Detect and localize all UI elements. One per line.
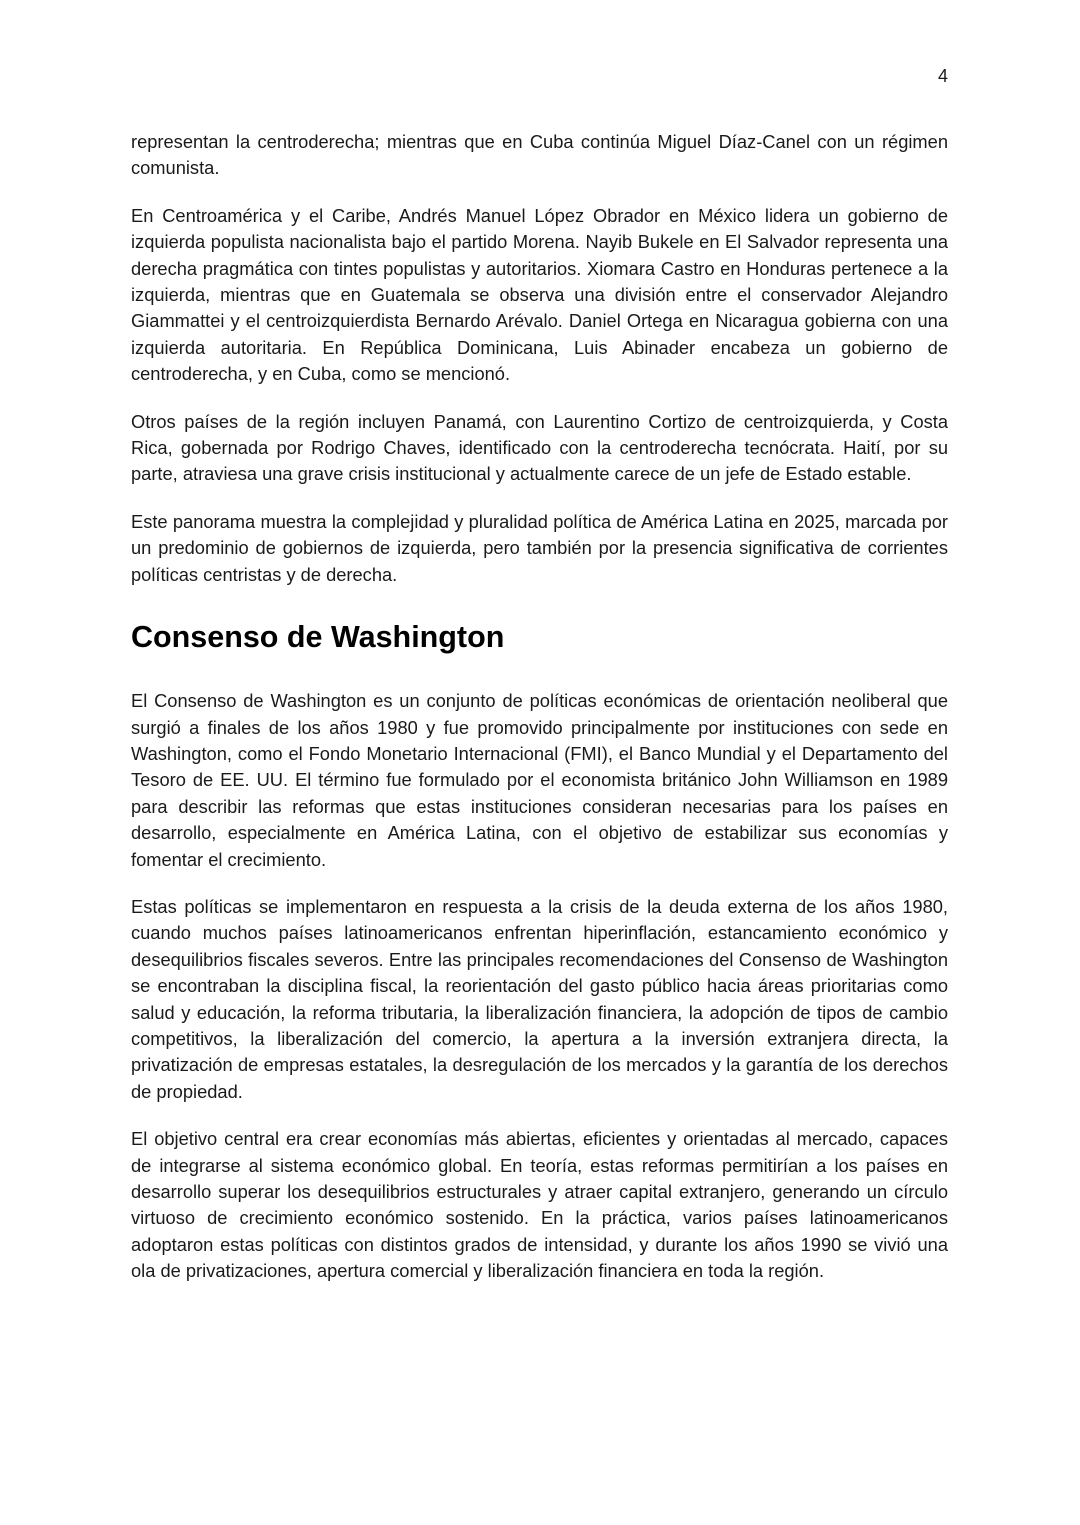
paragraph-consenso-objetivo: El objetivo central era crear economías más abiertas, eficientes y orientadas al mercado, capaces de integrarse al sistema económico global. En teoría, estas reformas permitirían a los países en desarrollo superar los desequilibrios estructurales y atraer capital extranjero, generando un círculo virtuoso de crecimiento económico sostenido. En la práctica, varios países latinoamericanos adoptaron estas políticas con distintos grados de intensidad, y durante los años 1990 se vivió una ola de privatizaciones, apertura comercial y liberalización financiera en toda la región. [131, 1128, 948, 1282]
paragraph-consenso-politicas: Estas políticas se implementaron en respuesta a la crisis de la deuda externa de los años 1980, cuando muchos países latinoamericanos enfrentan hiperinflación, estancamiento económico y desequilibrios fiscales severos. Entre las principales recomendaciones del Consenso de Washington se encontraban la disciplina fiscal, la reorientación del gasto público hacia áreas prioritarias como salud y educación, la reforma tributaria, la liberalización financiera, la adopción de tipos de cambio competitivos, la liberalización del comercio, la apertura a la inversión extranjera directa, la privatización de empresas estatales, la desregulación de los mercados y la garantía de los derechos de propiedad. [131, 895, 948, 1102]
page-number: 4 [937, 66, 948, 86]
paragraph-otros-paises: Otros países de la región incluyen Panamá, con Laurentino Cortizo de centroizquierda, y Costa Rica, gobernada por Rodrigo Chaves, identificado con la centroderecha tecnócrata. Haití, por su parte, atraviesa una grave crisis institucional y actualmente carece de un jefe de Estado estable. [131, 410, 948, 485]
document-body [131, 129, 948, 1285]
paragraph-intro-continuation: representan la centroderecha; mientras que en Cuba continúa Miguel Díaz-Canel con un régimen comunista. [131, 131, 948, 179]
section-heading-consenso-washington: Consenso de Washington [131, 620, 505, 655]
paragraph-centroamerica: En Centroamérica y el Caribe, Andrés Manuel López Obrador en México lidera un gobierno de izquierda populista nacionalista bajo el partido Morena. Nayib Bukele en El Salvador representa una derecha pragmática con tintes populistas y autoritarios. Xiomara Castro en Honduras pertenece a la izquierda, mientras que en Guatemala se observa una división entre el conservador Alejandro Giammattei y el centroizquierdista Bernardo Arévalo. Daniel Ortega en Nicaragua gobierna con una izquierda autoritaria. En República Dominicana, Luis Abinader encabeza un gobierno de centroderecha, y en Cuba, como se mencionó. [131, 204, 948, 385]
paragraph-panorama: Este panorama muestra la complejidad y pluralidad política de América Latina en 2025, marcada por un predominio de gobiernos de izquierda, pero también por la presencia significativa de corrientes políticas centristas y de derecha. [131, 510, 948, 585]
paragraph-consenso-definicion: El Consenso de Washington es un conjunto de políticas económicas de orientación neoliberal que surgió a finales de los años 1980 y fue promovido principalmente por instituciones con sede en Washington, como el Fondo Monetario Internacional (FMI), el Banco Mundial y el Departamento del Tesoro de EE. UU. El término fue formulado por el economista británico John Williamson en 1989 para describir las reformas que estas instituciones consideran necesarias para los países en desarrollo, especialmente en América Latina, con el objetivo de estabilizar sus economías y fomentar el crecimiento. [131, 690, 948, 870]
